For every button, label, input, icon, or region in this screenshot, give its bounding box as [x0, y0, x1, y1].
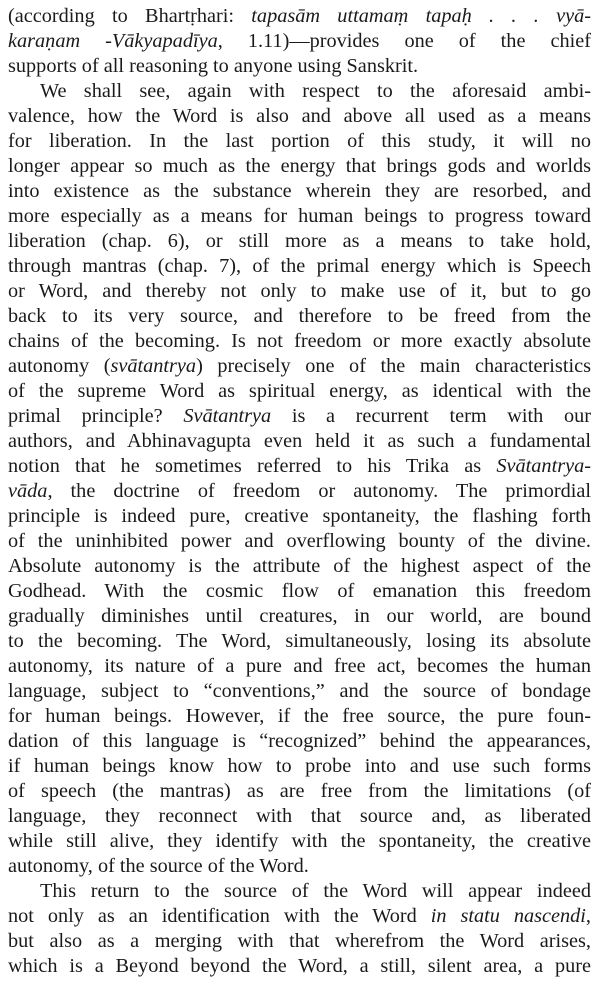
- text-line: [8, 354, 591, 379]
- body-text: ) precisely one of the main characteristics: [196, 355, 591, 377]
- text-line: [8, 279, 591, 304]
- body-text: not only as an identification with the Word: [8, 905, 431, 927]
- text-line: [8, 104, 591, 129]
- body-text: into existence as the substance wherein they are resorbed, and: [8, 180, 591, 202]
- text-line: [8, 254, 591, 279]
- body-text: dation of this language is “recognized” behind the appearances,: [8, 730, 591, 752]
- text-line: [8, 629, 591, 654]
- body-text: of the uninhibited power and overflowing bounty of the divine.: [8, 530, 591, 552]
- body-text: liberation (chap. 6), or still more as a means to take hold,: [8, 230, 591, 252]
- body-text: through mantras (chap. 7), of the primal energy which is Speech: [8, 255, 591, 277]
- text-line: [8, 29, 591, 54]
- text-line: [8, 779, 591, 804]
- body-text: Godhead. With the cosmic flow of emanation this freedom: [8, 580, 591, 602]
- body-text: of the supreme Word as spiritual energy, as identical with the: [8, 380, 591, 402]
- body-text: , 1.11)—provides one of the chief: [217, 30, 591, 52]
- body-text: autonomy, its nature of a pure and free act, becomes the human: [8, 655, 591, 677]
- body-text: language, subject to “conventions,” and the source of bondage: [8, 680, 591, 702]
- text-line: [8, 79, 591, 104]
- text-line: [8, 304, 591, 329]
- body-text: Absolute autonomy is the attribute of the highest aspect of the: [8, 555, 591, 577]
- body-text: if human beings know how to probe into and use such forms: [8, 755, 591, 777]
- body-text: (according to Bhartṛhari:: [8, 5, 252, 27]
- text-line: [8, 654, 591, 679]
- body-text: back to its very source, and therefore to be freed from the: [8, 305, 591, 327]
- body-text: autonomy, of the source of the Word.: [8, 855, 309, 877]
- italic-text: vāda: [8, 480, 48, 502]
- text-line: [8, 479, 591, 504]
- body-text: notion that he sometimes referred to his Trika as: [8, 455, 497, 477]
- body-text: for liberation. In the last portion of this study, it will no: [8, 130, 591, 152]
- body-text: authors, and Abhinavagupta even held it as such a fundamental: [8, 430, 591, 452]
- body-text: of speech (the mantras) as are free from the limitations (of: [8, 780, 591, 802]
- text-line: [8, 129, 591, 154]
- italic-text: karaṇam -Vākyapadīya: [8, 30, 218, 52]
- body-text: for human beings. However, if the free source, the pure foun-: [8, 705, 591, 727]
- text-line: [8, 704, 591, 729]
- body-text: more especially as a means for human beings to progress toward: [8, 205, 591, 227]
- body-text: valence, how the Word is also and above all used as a means: [8, 105, 591, 127]
- text-line: [8, 204, 591, 229]
- text-line: [8, 454, 591, 479]
- body-text: supports of all reasoning to anyone using Sanskrit.: [8, 55, 419, 77]
- text-line: [8, 154, 591, 179]
- italic-text: in statu nascendi: [430, 905, 586, 927]
- body-text: primal principle?: [8, 405, 184, 427]
- body-text: longer appear so much as the energy that brings gods and worlds: [8, 155, 591, 177]
- body-text: ,: [585, 905, 591, 927]
- text-line: [8, 804, 591, 829]
- body-text: gradually diminishes until creatures, in our world, are bound: [8, 605, 591, 627]
- text-line: [8, 929, 591, 954]
- body-text: to the becoming. The Word, simultaneously, losing its absolute: [8, 630, 591, 652]
- body-text: , the doctrine of freedom or autonomy. The primordial: [47, 480, 591, 502]
- text-line: [8, 604, 591, 629]
- body-text: chains of the becoming. Is not freedom or more exactly absolute: [8, 330, 591, 352]
- text-line: [8, 729, 591, 754]
- body-text: which is a Beyond beyond the Word, a still, silent area, a pure: [8, 955, 591, 977]
- body-text: autonomy (: [8, 355, 111, 377]
- text-line: [8, 754, 591, 779]
- text-line: [8, 554, 591, 579]
- italic-text: Svātantrya-: [496, 455, 591, 477]
- body-text: or Word, and thereby not only to make use of it, but to go: [8, 280, 591, 302]
- body-text: is a recurrent term with our: [271, 405, 591, 427]
- body-text: while still alive, they identify with the spontaneity, the creative: [8, 830, 591, 852]
- body-text: but also as a merging with that wherefrom the Word arises,: [8, 930, 591, 952]
- body-text: We shall see, again with respect to the aforesaid ambi-: [40, 80, 591, 102]
- text-line: [8, 954, 591, 979]
- text-line: [8, 529, 591, 554]
- document-page: [8, 4, 591, 979]
- body-text: language, they reconnect with that source and, as liberated: [8, 805, 591, 827]
- text-line: [8, 4, 591, 29]
- text-line: [8, 54, 591, 79]
- text-line: [8, 329, 591, 354]
- text-line: [8, 879, 591, 904]
- italic-text: Svātantrya: [183, 405, 272, 427]
- text-line: [8, 504, 591, 529]
- text-line: [8, 429, 591, 454]
- body-text: principle is indeed pure, creative spontaneity, the flashing forth: [8, 505, 591, 527]
- text-line: [8, 179, 591, 204]
- body-text: This return to the source of the Word will appear indeed: [40, 880, 591, 902]
- text-line: [8, 679, 591, 704]
- text-line: [8, 829, 591, 854]
- text-line: [8, 404, 591, 429]
- text-line: [8, 579, 591, 604]
- text-line: [8, 854, 591, 879]
- italic-text: svātantrya: [110, 355, 197, 377]
- text-line: [8, 379, 591, 404]
- text-line: [8, 904, 591, 929]
- italic-text: tapasām uttamaṃ tapaḥ . . . vyā-: [251, 5, 591, 27]
- text-line: [8, 229, 591, 254]
